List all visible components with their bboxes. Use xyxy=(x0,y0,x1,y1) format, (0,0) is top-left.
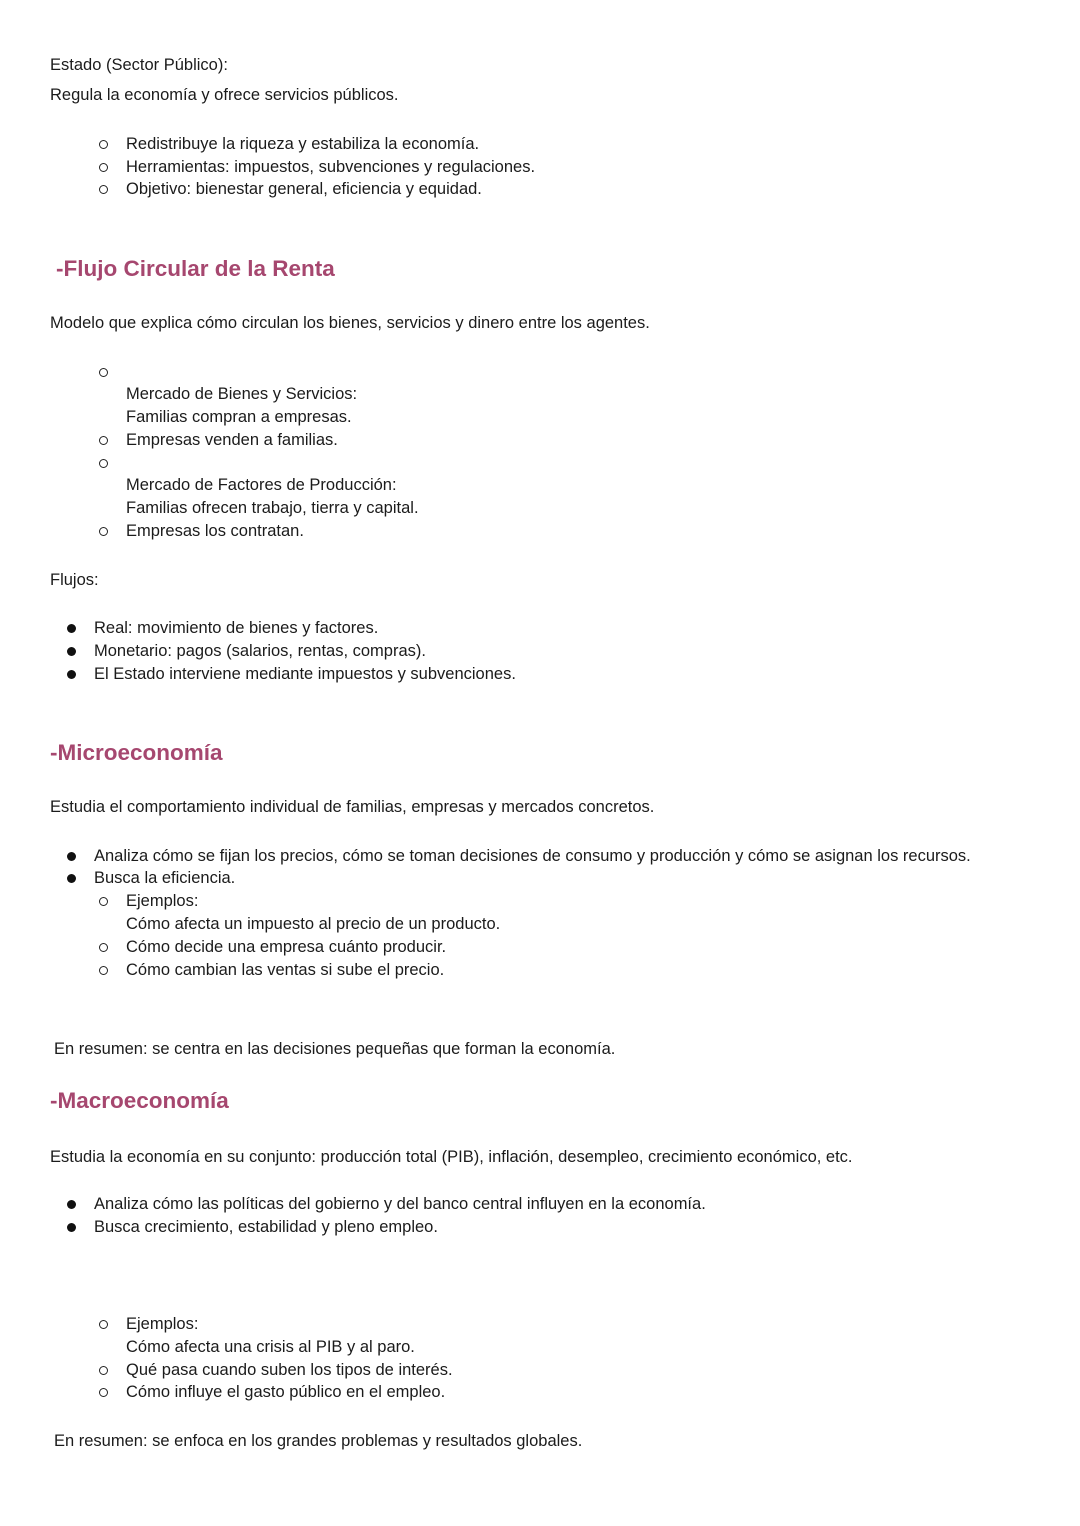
examples-label: Ejemplos: xyxy=(126,1315,199,1333)
list-item xyxy=(94,867,235,889)
list-item xyxy=(94,845,971,867)
list-item-text: Busca la eficiencia. xyxy=(94,869,236,887)
section-summary: En resumen: se enfoca en los grandes problemas y resultados globales. xyxy=(54,1432,583,1450)
hollow-bullet-icon xyxy=(99,527,108,536)
hollow-bullet-icon xyxy=(99,1388,108,1397)
list-item xyxy=(126,156,535,178)
list-item-text: El Estado interviene mediante impuestos y subvenciones. xyxy=(94,665,516,683)
example-text: Cómo afecta una crisis al PIB y al paro. xyxy=(126,1338,415,1356)
filled-bullet-icon xyxy=(67,670,76,679)
list-item-text: Herramientas: impuestos, subvenciones y regulaciones. xyxy=(126,158,536,176)
list-item-text: Cómo decide una empresa cuánto producir. xyxy=(126,938,447,956)
list-item xyxy=(94,1193,706,1215)
list-item-text: Monetario: pagos (salarios, rentas, compras). xyxy=(94,642,426,660)
section-intro: Modelo que explica cómo circulan los bienes, servicios y dinero entre los agentes. xyxy=(50,314,650,332)
section-heading: -Macroeconomía xyxy=(50,1088,229,1113)
mercado-factores-detail: Familias ofrecen trabajo, tierra y capital. xyxy=(126,499,419,517)
list-item-text: Busca crecimiento, estabilidad y pleno empleo. xyxy=(94,1218,438,1236)
mercado-bienes-detail: Familias compran a empresas. xyxy=(126,408,352,426)
list-item-text: Analiza cómo las políticas del gobierno y del banco central influyen en la economía. xyxy=(94,1195,706,1213)
hollow-bullet-icon xyxy=(99,1320,108,1329)
list-item-text: Cómo influye el gasto público en el empleo. xyxy=(126,1383,446,1401)
section-intro: Estudia la economía en su conjunto: producción total (PIB), inflación, desempleo, crecimiento económico, etc. xyxy=(50,1148,853,1166)
list-item xyxy=(126,959,444,981)
hollow-bullet-icon xyxy=(99,966,108,975)
estado-intro: Regula la economía y ofrece servicios públicos. xyxy=(50,86,399,104)
estado-title: Estado (Sector Público): xyxy=(50,56,228,74)
hollow-bullet-icon xyxy=(99,163,108,172)
section-summary: En resumen: se centra en las decisiones pequeñas que forman la economía. xyxy=(54,1040,616,1058)
filled-bullet-icon xyxy=(67,874,76,883)
section-heading: -Microeconomía xyxy=(50,740,223,765)
flujos-label: Flujos: xyxy=(50,571,99,589)
list-item xyxy=(94,1216,438,1238)
example-text: Cómo afecta un impuesto al precio de un producto. xyxy=(126,915,501,933)
filled-bullet-icon xyxy=(67,852,76,861)
list-item xyxy=(94,640,426,662)
list-item-text: Redistribuye la riqueza y estabiliza la economía. xyxy=(126,135,480,153)
list-item-text: Analiza cómo se fijan los precios, cómo se toman decisiones de consumo y producción y cómo se asignan los recursos. xyxy=(94,847,971,865)
hollow-bullet-icon xyxy=(99,1366,108,1375)
filled-bullet-icon xyxy=(67,1223,76,1232)
mercado-bienes-title: Mercado de Bienes y Servicios: xyxy=(126,385,358,403)
list-item xyxy=(126,178,482,200)
filled-bullet-icon xyxy=(67,1200,76,1209)
list-item-text: Empresas venden a familias. xyxy=(126,431,338,449)
list-item xyxy=(126,936,446,958)
examples-label: Ejemplos: xyxy=(126,892,199,910)
hollow-bullet-icon xyxy=(99,368,108,377)
list-item-text: Empresas los contratan. xyxy=(126,522,304,540)
list-item xyxy=(126,890,198,912)
hollow-bullet-icon xyxy=(99,140,108,149)
filled-bullet-icon xyxy=(67,624,76,633)
hollow-bullet-icon xyxy=(99,897,108,906)
hollow-bullet-icon xyxy=(99,436,108,445)
list-item-text: Objetivo: bienestar general, eficiencia y equidad. xyxy=(126,180,482,198)
list-item xyxy=(126,520,304,542)
filled-bullet-icon xyxy=(67,647,76,656)
hollow-bullet-icon xyxy=(99,459,108,468)
list-item xyxy=(126,133,479,155)
hollow-bullet-icon xyxy=(99,943,108,952)
section-heading: -Flujo Circular de la Renta xyxy=(56,256,335,281)
list-item xyxy=(94,663,516,685)
list-item-text: Real: movimiento de bienes y factores. xyxy=(94,619,379,637)
list-item xyxy=(126,1313,198,1335)
mercado-factores-title: Mercado de Factores de Producción: xyxy=(126,476,397,494)
list-item-text: Cómo cambian las ventas si sube el precio. xyxy=(126,961,445,979)
list-item xyxy=(126,1359,453,1381)
list-item xyxy=(126,429,338,451)
hollow-bullet-icon xyxy=(99,185,108,194)
list-item-text: Qué pasa cuando suben los tipos de interés. xyxy=(126,1361,453,1379)
list-item xyxy=(126,1381,445,1403)
list-item xyxy=(94,617,378,639)
section-intro: Estudia el comportamiento individual de familias, empresas y mercados concretos. xyxy=(50,798,655,816)
